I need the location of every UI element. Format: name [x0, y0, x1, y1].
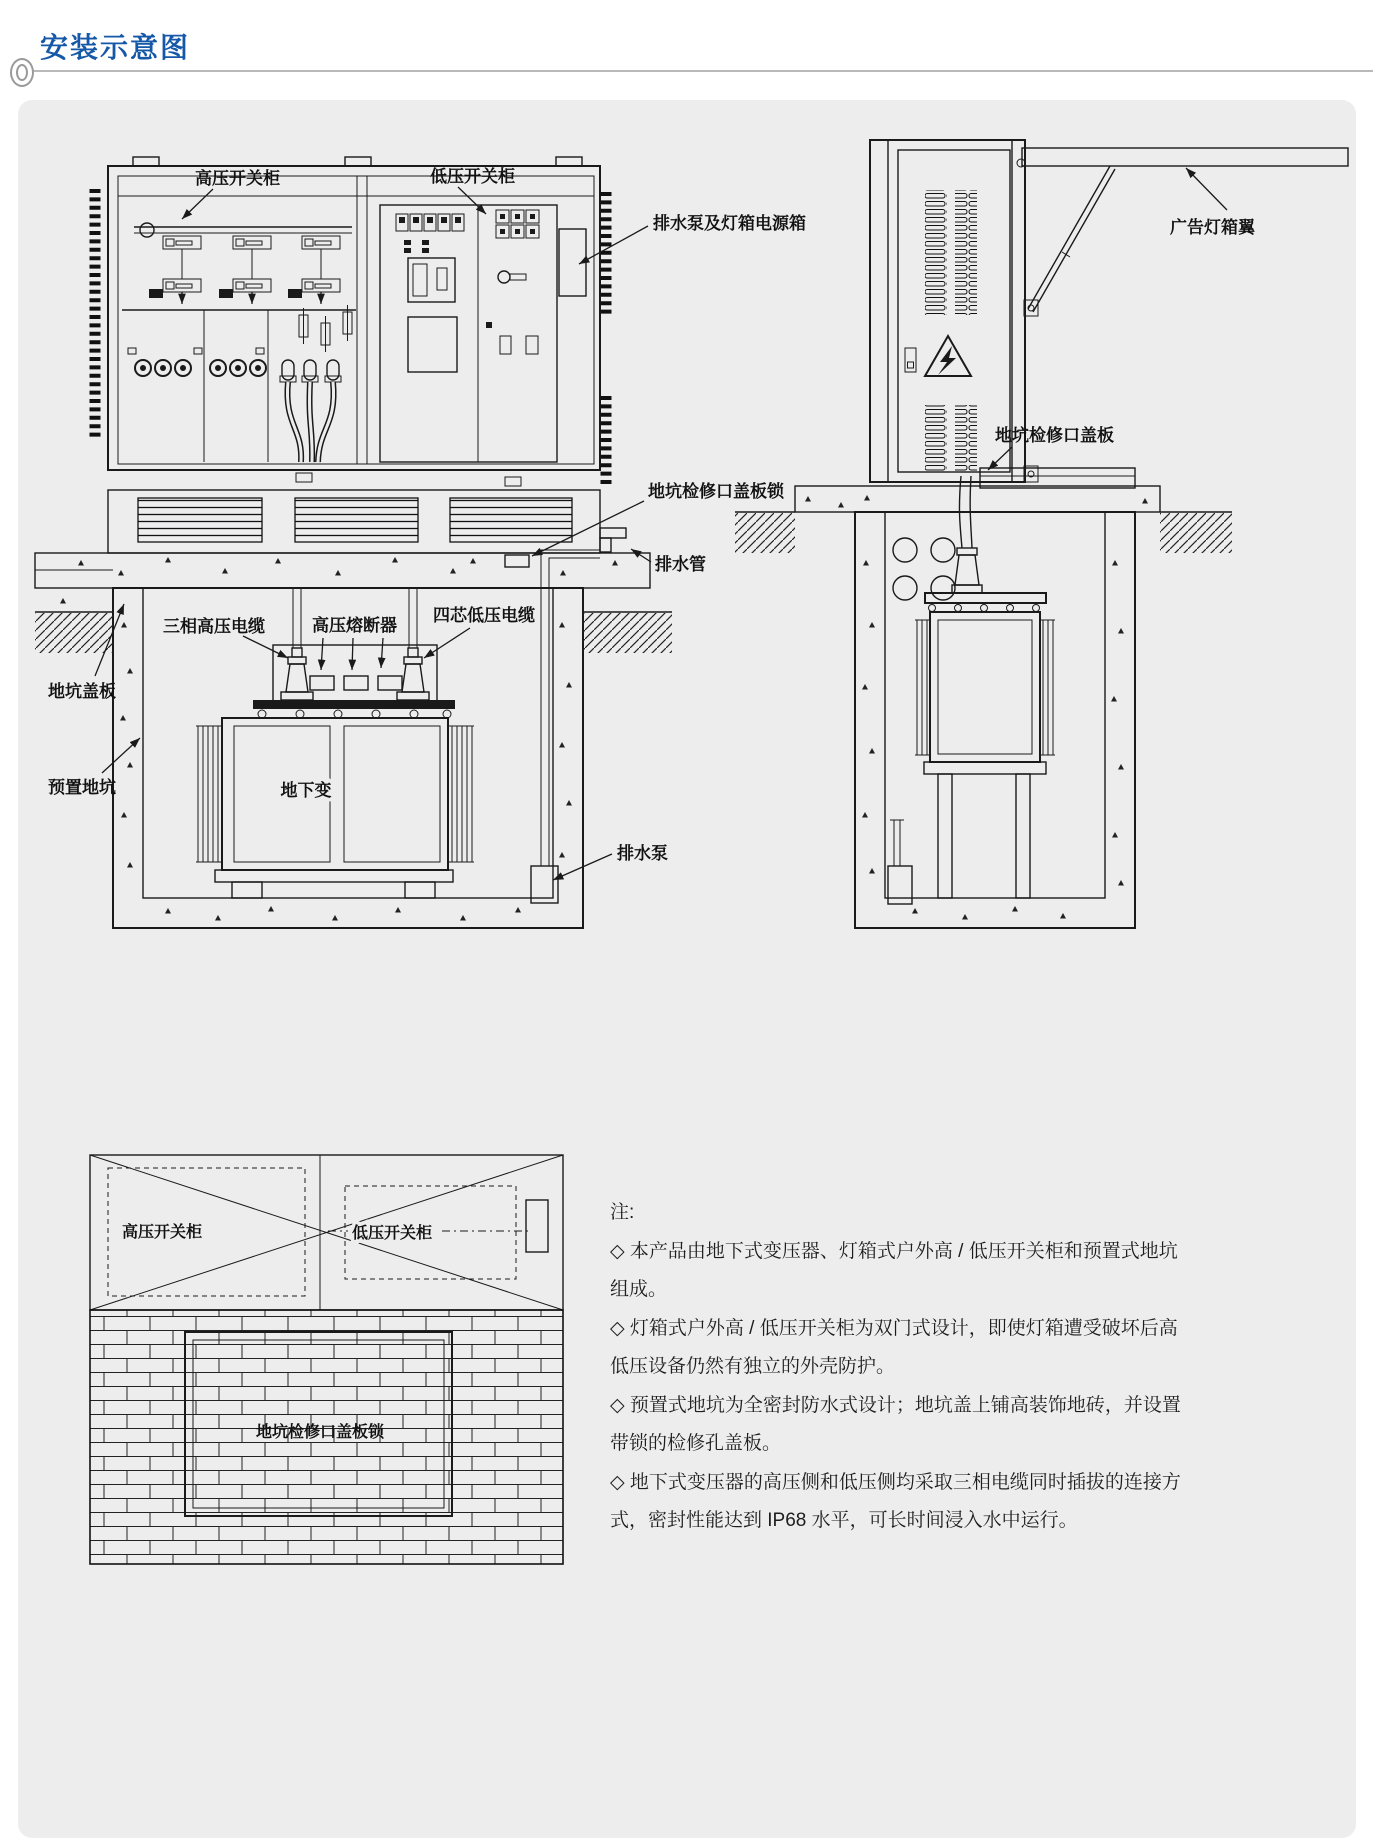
ground-hatch-left: [735, 513, 795, 553]
fuse-symbols: [299, 305, 352, 352]
label-precast-pit: 预置地坑: [48, 778, 116, 798]
label-drain-pipe: 排水管: [655, 555, 706, 575]
side-view-drawing: [735, 140, 1348, 928]
lv-compartment: [380, 205, 586, 462]
vent-slots: [955, 405, 977, 473]
notes-block: [610, 1194, 1181, 1541]
note-line: ◇ 地下式变压器的高压侧和低压侧均采取三相电缆同时插拔的连接方: [610, 1471, 1181, 1493]
note-line: 低压设备仍然有独立的外壳防护。: [610, 1356, 896, 1377]
drain-pipe-stub: [600, 528, 626, 552]
side-apron-slab: [795, 486, 1160, 512]
ground-hatch-right: [1160, 513, 1232, 553]
vent-grilles: [138, 498, 572, 542]
label-underground-transformer: 地下变: [280, 781, 332, 801]
cover-lock-shape: [505, 555, 529, 567]
door-latch-shape: [526, 1200, 548, 1252]
label-lv-cable: 四芯低压电缆: [433, 606, 535, 626]
ground-hatch-left: [35, 613, 113, 653]
note-line: 组成。: [610, 1279, 668, 1300]
hv-termination: [281, 588, 313, 700]
drain-pump-front: [531, 550, 600, 903]
front-view-drawing: [35, 157, 806, 928]
pit-access-cover-shape: [980, 468, 1135, 488]
cable-gland-circles: [135, 360, 266, 376]
note-line: ◇ 灯箱式户外高 / 低压开关柜为双门式设计，即使灯箱遭受破坏后高: [610, 1317, 1178, 1339]
label-plan-access-lock: 地坑检修口盖板锁: [255, 1422, 385, 1441]
vent-slots: [955, 190, 977, 315]
hv-fuse-boxes: [310, 676, 402, 690]
concrete-marks-side: [805, 495, 1148, 920]
label-drain-pump: 排水泵: [617, 844, 668, 864]
note-line: 式，密封性能达到 IP68 水平，可长时间浸入水中运行。: [610, 1510, 1078, 1531]
plan-view-drawing: [90, 1155, 563, 1564]
underground-transformer-side: [915, 548, 1055, 898]
label-pit-access-lock: 地坑检修口盖板锁: [648, 482, 784, 502]
label-ad-wing: 广告灯箱翼: [1170, 218, 1255, 238]
hv-cable-heads: [280, 360, 341, 382]
ad-wing-panel: [1022, 148, 1348, 166]
page-title: 安装示意图: [40, 32, 191, 63]
high-voltage-warning-icon: [925, 336, 971, 376]
notes-heading: 注:: [610, 1202, 635, 1223]
vent-slots: [925, 190, 947, 315]
radiator-fins: [196, 726, 474, 862]
ground-hatch-right: [583, 613, 672, 653]
cable-holes: [893, 538, 955, 600]
label-pit-access-cover: 地坑检修口盖板: [995, 426, 1114, 446]
note-line: ◇ 预置式地坑为全密封防水式设计；地坑盖上铺高装饰地砖，并设置: [610, 1394, 1181, 1416]
label-pump-power-box: 排水泵及灯箱电源箱: [653, 214, 806, 234]
note-line: ◇ 本产品由地下式变压器、灯箱式户外高 / 低压开关柜和预置式地坑: [610, 1240, 1178, 1262]
drain-pump-side: [888, 820, 912, 904]
note-line: 带锁的检修孔盖板。: [610, 1433, 782, 1454]
label-hv-cable: 三相高压电缆: [163, 617, 265, 637]
label-hv-fuse: 高压熔断器: [312, 616, 397, 636]
cables: [287, 382, 333, 462]
vent-slots: [925, 405, 947, 473]
label-plan-lv-cabinet: 低压开关柜: [352, 1223, 433, 1242]
label-hv-cabinet: 高压开关柜: [195, 169, 280, 189]
label-lv-cabinet: 低压开关柜: [430, 167, 515, 187]
label-pit-cover: 地坑盖板: [48, 682, 116, 702]
label-plan-hv-cabinet: 高压开关柜: [122, 1222, 203, 1241]
hv-compartment: [122, 223, 356, 462]
